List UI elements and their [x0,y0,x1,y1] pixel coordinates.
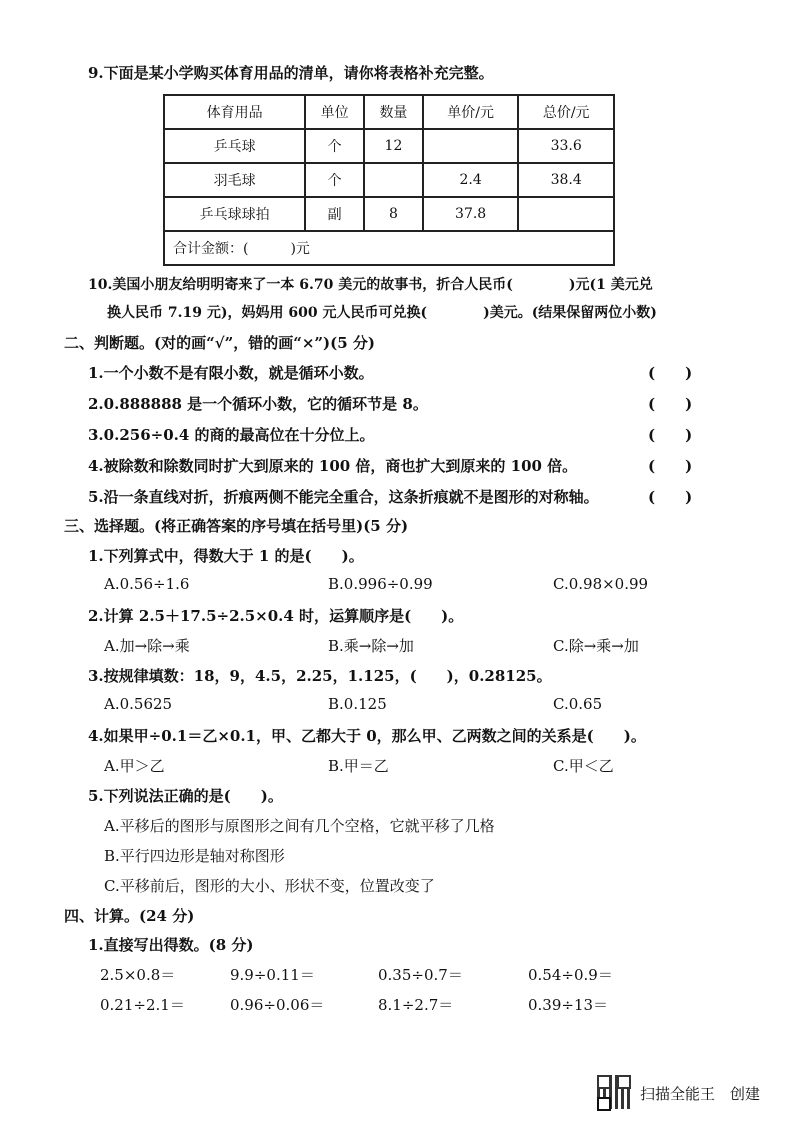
choice-option[interactable]: B.0.125 [328,695,387,713]
table-cell: 2.4 [423,163,519,197]
qr-corner-icon [597,1097,611,1111]
table-cell: 37.8 [423,197,519,231]
section2-title: 二、判断题。(对的画“√”，错的画“×”)(5 分) [64,334,375,352]
choice-q3-stem: 3.按规律填数：18，9，4.5，2.25，1.125，( )，0.28125。 [88,667,552,685]
choice-q5-stem: 5.下列说法正确的是( )。 [88,787,283,805]
calc-item[interactable]: 0.35÷0.7＝ [378,966,463,984]
choice-option[interactable]: A.0.56÷1.6 [104,575,190,593]
table-cell: 副 [305,197,364,231]
q10-line1: 10.美国小朋友给明明寄来了一本 6.70 美元的故事书，折合人民币( )元(1 美元兑 [88,277,653,293]
section4-title: 四、计算。(24 分) [64,907,195,925]
table-cell: 乒乓球 [164,129,305,163]
choice-option[interactable]: C.0.98×0.99 [553,575,649,593]
table-row [164,129,614,163]
choice-option[interactable]: A.0.5625 [104,695,173,713]
calc-item[interactable]: 9.9÷0.11＝ [230,966,315,984]
calc-item[interactable]: 0.54÷0.9＝ [528,966,613,984]
choice-q1-stem: 1.下列算式中，得数大于 1 的是( )。 [88,547,364,565]
choice-option[interactable]: B.乘→除→加 [328,637,414,655]
answer-paren[interactable]: ( ) [648,364,693,382]
calc-item[interactable]: 0.96÷0.06＝ [230,996,325,1014]
scanner-watermark: 扫描全能王 创建 [640,1085,761,1103]
choice-option[interactable]: A.甲＞乙 [104,757,165,775]
q10-line2: 换人民币 7.19 元)，妈妈用 600 元人民币可兑换( )美元。(结果保留两位小数) [107,305,657,321]
choice-option[interactable]: B.0.996÷0.99 [328,575,433,593]
table-row [164,197,614,231]
table-header-row [164,95,614,129]
judge-item: 3.0.256÷0.4 的商的最高位在十分位上。 [88,426,375,444]
calc-item[interactable]: 0.21÷2.1＝ [100,996,185,1014]
calc-item[interactable]: 8.1÷2.7＝ [378,996,454,1014]
choice-q4-stem: 4.如果甲÷0.1＝乙×0.1，甲、乙都大于 0，那么甲、乙两数之间的关系是( )。 [88,727,646,745]
sports-goods-table [163,94,615,266]
choice-option[interactable]: B.甲＝乙 [328,757,389,775]
table-header: 单位 [305,95,364,129]
choice-q2-stem: 2.计算 2.5＋17.5÷2.5×0.4 时，运算顺序是( )。 [88,607,464,625]
table-cell: 个 [305,129,364,163]
table-cell-blank[interactable] [364,163,423,197]
table-header: 单价/元 [423,95,519,129]
table-cell: 38.4 [518,163,614,197]
table-cell: 12 [364,129,423,163]
table-total-row [164,231,614,265]
judge-item: 5.沿一条直线对折，折痕两侧不能完全重合，这条折痕就不是图形的对称轴。 [88,488,599,506]
calc-item[interactable]: 2.5×0.8＝ [100,966,176,984]
answer-paren[interactable]: ( ) [648,426,693,444]
judge-item: 4.被除数和除数同时扩大到原来的 100 倍，商也扩大到原来的 100 倍。 [88,457,578,475]
calc-item[interactable]: 0.39÷13＝ [528,996,609,1014]
table-header: 数量 [364,95,423,129]
table-cell: 33.6 [518,129,614,163]
table-row [164,163,614,197]
answer-paren[interactable]: ( ) [648,488,693,506]
judge-item: 1.一个小数不是有限小数，就是循环小数。 [88,364,374,382]
calc-q1-stem: 1.直接写出得数。(8 分) [88,936,254,954]
choice-option[interactable]: C.平移前后，图形的大小、形状不变，位置改变了 [104,877,435,895]
answer-paren[interactable]: ( ) [648,395,693,413]
table-cell-blank[interactable] [423,129,519,163]
section3-title: 三、选择题。(将正确答案的序号填在括号里)(5 分) [64,517,409,535]
table-cell: 乒乓球球拍 [164,197,305,231]
choice-option[interactable]: B.平行四边形是轴对称图形 [104,847,285,865]
answer-paren[interactable]: ( ) [648,457,693,475]
choice-option[interactable]: C.除→乘→加 [553,637,639,655]
table-cell: 8 [364,197,423,231]
choice-option[interactable]: A.平移后的图形与原图形之间有几个空格，它就平移了几格 [104,817,495,835]
total-amount-cell[interactable]: 合计金额：( )元 [164,231,614,265]
table-cell-blank[interactable] [518,197,614,231]
judge-item: 2.0.888888 是一个循环小数，它的循环节是 8。 [88,395,428,413]
choice-option[interactable]: A.加→除→乘 [104,637,190,655]
table-cell: 羽毛球 [164,163,305,197]
table-header: 体育用品 [164,95,305,129]
choice-option[interactable]: C.0.65 [553,695,603,713]
q9-stem: 9.下面是某小学购买体育用品的清单，请你将表格补充完整。 [88,64,494,82]
table-cell: 个 [305,163,364,197]
choice-option[interactable]: C.甲＜乙 [553,757,614,775]
table-header: 总价/元 [518,95,614,129]
